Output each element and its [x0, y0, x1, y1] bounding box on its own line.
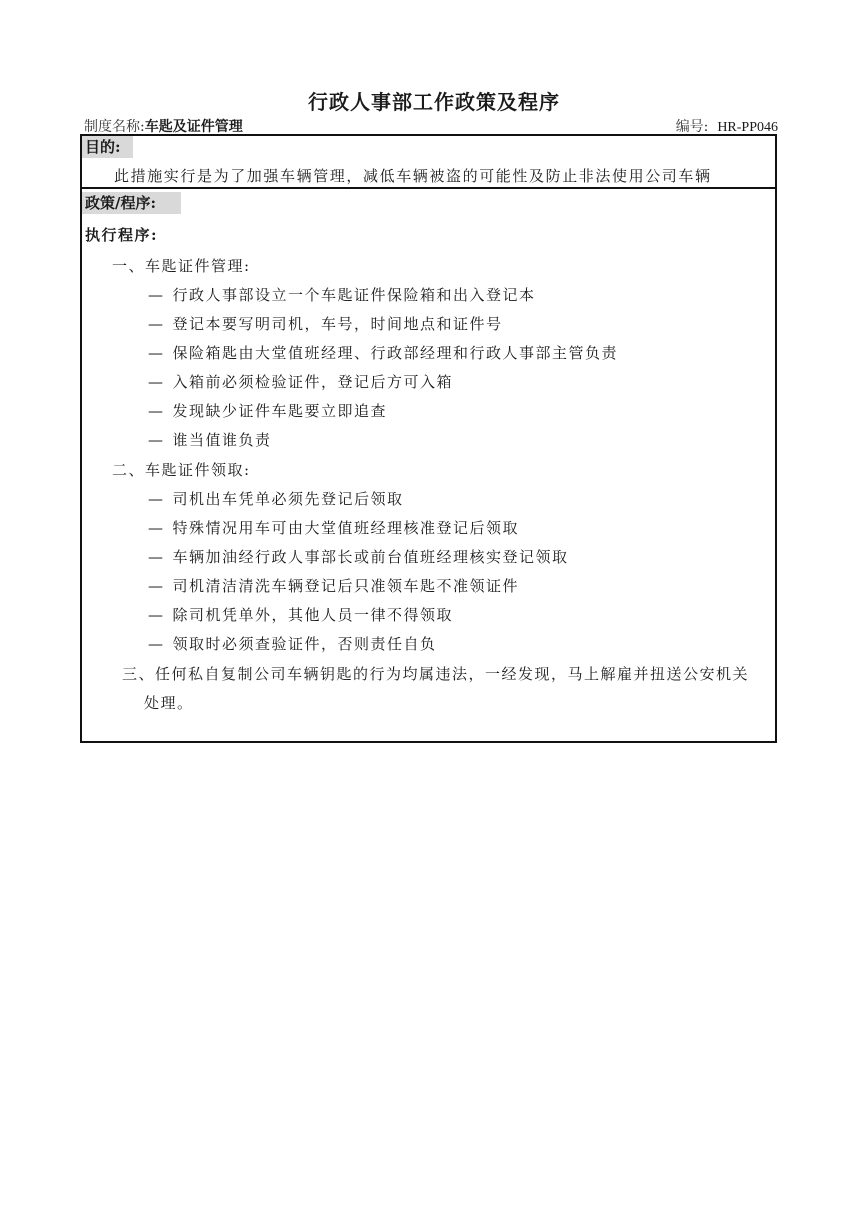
list-item-text: 司机清洁清洗车辆登记后只准领车匙不准领证件: [172, 577, 520, 595]
list-item: [148, 488, 404, 509]
dash-mark: —: [148, 431, 165, 449]
dash-mark: —: [148, 635, 165, 653]
purpose-text: 此措施实行是为了加强车辆管理，减低车辆被盗的可能性及防止非法使用公司车辆: [114, 167, 712, 185]
list-item-text: 领取时必须查验证件，否则责任自负: [172, 635, 437, 653]
dash-mark: —: [148, 286, 165, 304]
procedure-title: 执行程序:: [85, 226, 159, 244]
policy-frame: [80, 134, 777, 743]
dash-mark: —: [148, 548, 165, 566]
list-item: [148, 371, 453, 392]
list-item: [148, 400, 387, 421]
purpose-heading: 目的:: [82, 136, 133, 158]
list-item-text: 入箱前必须检验证件，登记后方可入箱: [172, 373, 454, 391]
dash-mark: —: [148, 315, 165, 333]
section-divider: [82, 187, 775, 189]
policy-code-value: HR-PP046: [717, 120, 778, 135]
policy-heading: 政策/程序:: [82, 192, 181, 214]
list-item-text: 除司机凭单外，其他人员一律不得领取: [172, 606, 454, 624]
dash-mark: —: [148, 373, 165, 391]
list-item-text: 谁当值谁负责: [172, 431, 272, 449]
policy-name-value: 车匙及证件管理: [144, 119, 243, 135]
section-3-line-1: 三、任何私自复制公司车辆钥匙的行为均属违法，一经发现，马上解雇并扭送公安机关: [122, 665, 750, 683]
dash-mark: —: [148, 402, 165, 420]
policy-code: [676, 116, 778, 136]
list-item: [148, 342, 618, 363]
list-item-text: 车辆加油经行政人事部长或前台值班经理核实登记领取: [172, 548, 569, 566]
list-item: [148, 575, 519, 596]
list-item: [148, 546, 569, 567]
meta-row: [84, 116, 778, 136]
policy-name-label: 制度名称:: [84, 119, 145, 135]
document-title: 行政人事部工作政策及程序: [308, 90, 560, 114]
list-item-text: 发现缺少证件车匙要立即追查: [172, 402, 388, 420]
dash-mark: —: [148, 519, 165, 537]
list-item: [148, 517, 519, 538]
list-item: [148, 429, 272, 450]
dash-mark: —: [148, 490, 165, 508]
dash-mark: —: [148, 606, 165, 624]
section-3-line-2: 处理。: [144, 694, 194, 712]
list-item: [148, 604, 453, 625]
dash-mark: —: [148, 577, 165, 595]
list-item-text: 司机出车凭单必须先登记后领取: [172, 490, 404, 508]
section-2-title: 二、车匙证件领取:: [112, 461, 251, 479]
dash-mark: —: [148, 344, 165, 362]
policy-name: [84, 116, 243, 136]
policy-code-label: 编号:: [675, 119, 709, 135]
list-item-text: 特殊情况用车可由大堂值班经理核准登记后领取: [172, 519, 520, 537]
list-item-text: 登记本要写明司机，车号，时间地点和证件号: [172, 315, 503, 333]
section-1-title: 一、车匙证件管理:: [112, 257, 251, 275]
list-item-text: 行政人事部设立一个车匙证件保险箱和出入登记本: [172, 286, 536, 304]
list-item: [148, 284, 536, 305]
list-item-text: 保险箱匙由大堂值班经理、行政部经理和行政人事部主管负责: [172, 344, 619, 362]
list-item: [148, 313, 503, 334]
list-item: [148, 633, 437, 654]
